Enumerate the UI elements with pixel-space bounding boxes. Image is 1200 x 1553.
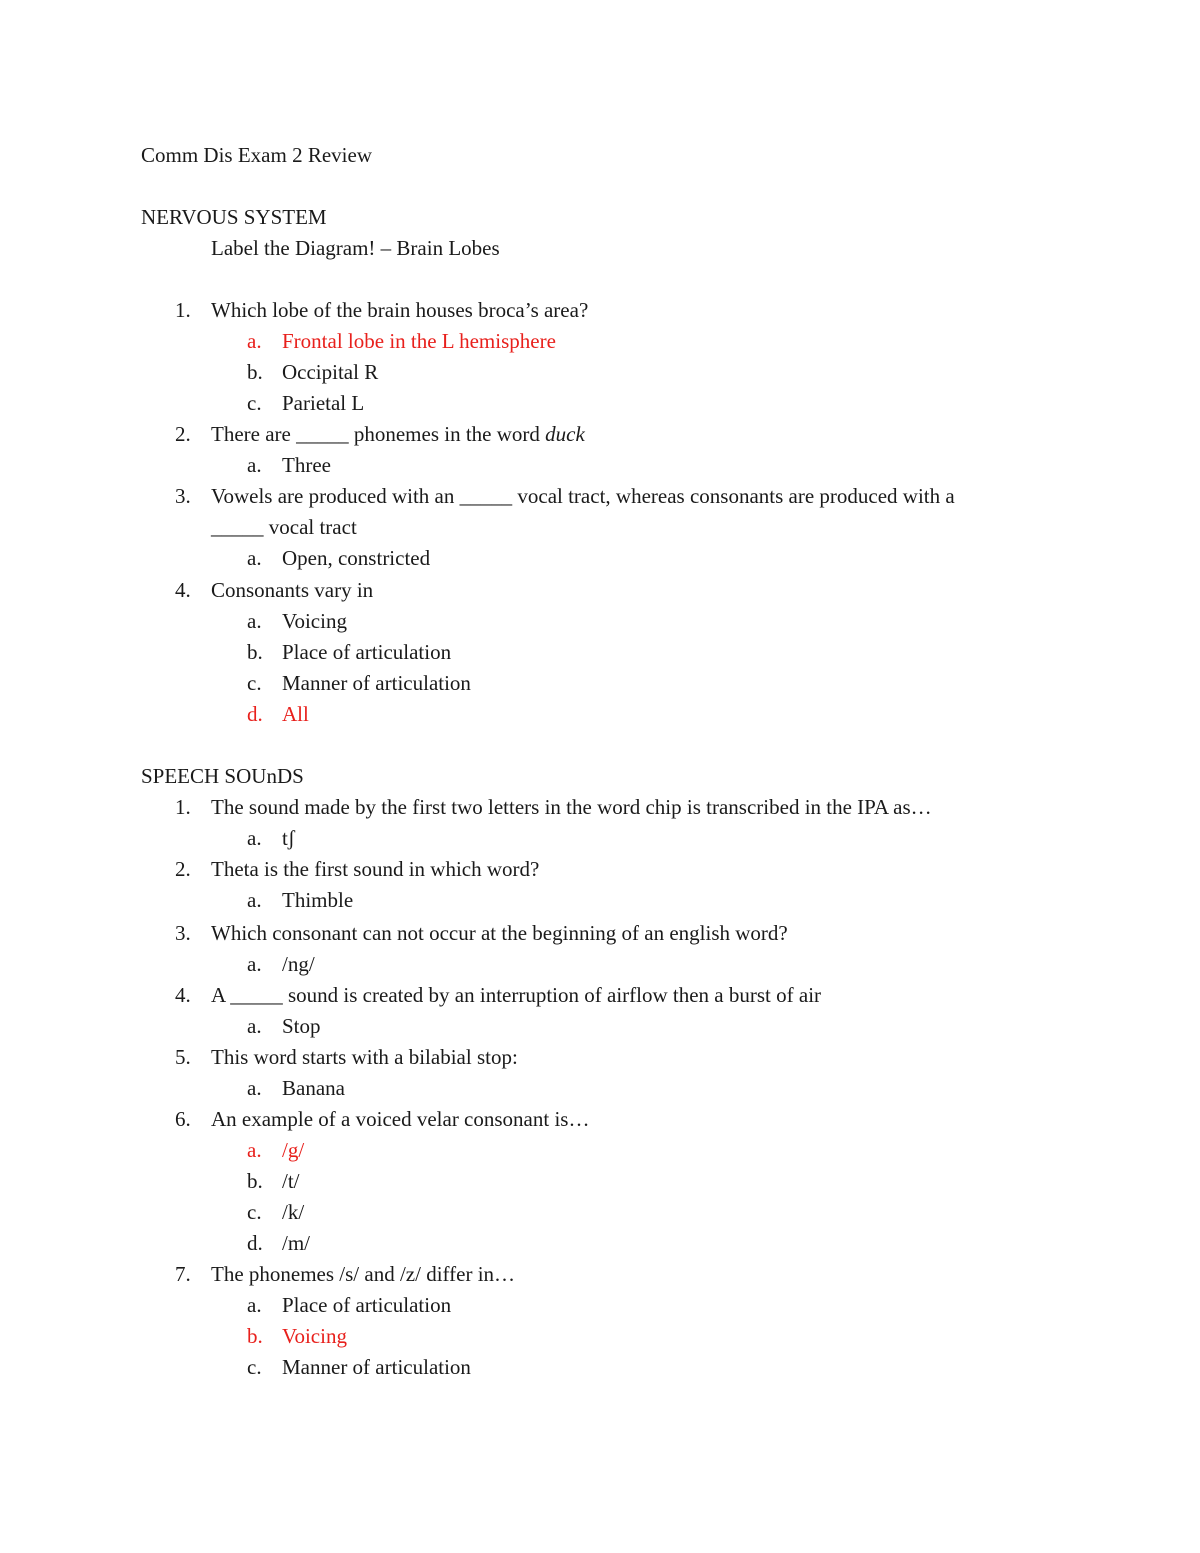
question-number: 7. bbox=[175, 1262, 191, 1286]
answer-text: Manner of articulation bbox=[282, 1355, 471, 1379]
question-number: 1. bbox=[175, 795, 191, 819]
answer-letter: b. bbox=[247, 360, 263, 384]
document-title: Comm Dis Exam 2 Review bbox=[141, 143, 372, 167]
answer-text: Three bbox=[282, 453, 331, 477]
answer-letter: c. bbox=[247, 1355, 262, 1379]
answer-letter: a. bbox=[247, 609, 262, 633]
answer-letter: a. bbox=[247, 1138, 262, 1162]
question-number: 2. bbox=[175, 422, 191, 446]
section-heading-nervous-system: NERVOUS SYSTEM bbox=[141, 205, 327, 229]
answer-letter: b. bbox=[247, 1169, 263, 1193]
answer-text: /m/ bbox=[282, 1231, 311, 1255]
question-text: This word starts with a bilabial stop: bbox=[211, 1045, 518, 1069]
answer-text: Open, constricted bbox=[282, 546, 431, 570]
question-text-italic: duck bbox=[545, 422, 585, 446]
question-text-line2: _____ vocal tract bbox=[211, 515, 357, 539]
answer-text: Thimble bbox=[282, 888, 354, 912]
answer-letter: c. bbox=[247, 671, 262, 695]
question-text: A _____ sound is created by an interruption of airflow then a burst of air bbox=[211, 983, 822, 1007]
answer-letter: a. bbox=[247, 1014, 262, 1038]
question-number: 4. bbox=[175, 578, 191, 602]
answer-text: Stop bbox=[282, 1014, 321, 1038]
answer-letter: a. bbox=[247, 329, 262, 353]
question-number: 3. bbox=[175, 921, 191, 945]
question-text: The phonemes /s/ and /z/ differ in… bbox=[211, 1262, 516, 1286]
question-text: Which lobe of the brain houses broca’s area? bbox=[211, 298, 589, 322]
question-text-line1: Vowels are produced with an _____ vocal tract, whereas consonants are produced with a bbox=[211, 484, 955, 508]
answer-letter: a. bbox=[247, 1293, 262, 1317]
answer-text: Banana bbox=[282, 1076, 345, 1100]
answer-text: Voicing bbox=[282, 1324, 347, 1348]
answer-letter: c. bbox=[247, 1200, 262, 1224]
question-text: The sound made by the first two letters in the word chip is transcribed in the IPA as… bbox=[211, 795, 932, 819]
question-text: Consonants vary in bbox=[211, 578, 374, 602]
answer-text: /t/ bbox=[282, 1169, 300, 1193]
section-heading-speech-sounds: SPEECH SOUnDS bbox=[141, 764, 304, 788]
answer-letter: a. bbox=[247, 1076, 262, 1100]
answer-text: Frontal lobe in the L hemisphere bbox=[282, 329, 556, 353]
answer-letter: a. bbox=[247, 546, 262, 570]
answer-letter: d. bbox=[247, 1231, 263, 1255]
question-number: 2. bbox=[175, 857, 191, 881]
question-text bbox=[211, 419, 585, 450]
question-number: 1. bbox=[175, 298, 191, 322]
answer-letter: b. bbox=[247, 640, 263, 664]
answer-text: /k/ bbox=[282, 1200, 305, 1224]
question-text: An example of a voiced velar consonant is… bbox=[211, 1107, 590, 1131]
question-text: Theta is the first sound in which word? bbox=[211, 857, 540, 881]
answer-letter: d. bbox=[247, 702, 263, 726]
answer-text: Place of articulation bbox=[282, 640, 452, 664]
answer-text: /ng/ bbox=[282, 952, 315, 976]
answer-text: Occipital R bbox=[282, 360, 379, 384]
question-number: 6. bbox=[175, 1107, 191, 1131]
answer-text: All bbox=[282, 702, 309, 726]
answer-text: tʃ bbox=[282, 826, 295, 850]
answer-text: Parietal L bbox=[282, 391, 365, 415]
answer-text: Voicing bbox=[282, 609, 347, 633]
question-number: 3. bbox=[175, 484, 191, 508]
answer-text: /g/ bbox=[282, 1138, 305, 1162]
question-number: 4. bbox=[175, 983, 191, 1007]
answer-letter: a. bbox=[247, 952, 262, 976]
answer-letter: c. bbox=[247, 391, 262, 415]
answer-text: Manner of articulation bbox=[282, 671, 471, 695]
answer-letter: a. bbox=[247, 453, 262, 477]
answer-letter: b. bbox=[247, 1324, 263, 1348]
answer-letter: a. bbox=[247, 826, 262, 850]
question-number: 5. bbox=[175, 1045, 191, 1069]
question-text: Which consonant can not occur at the beginning of an english word? bbox=[211, 921, 788, 945]
section-subheading: Label the Diagram! – Brain Lobes bbox=[211, 236, 500, 260]
answer-text: Place of articulation bbox=[282, 1293, 452, 1317]
answer-letter: a. bbox=[247, 888, 262, 912]
question-text-main: There are _____ phonemes in the word bbox=[211, 422, 546, 446]
